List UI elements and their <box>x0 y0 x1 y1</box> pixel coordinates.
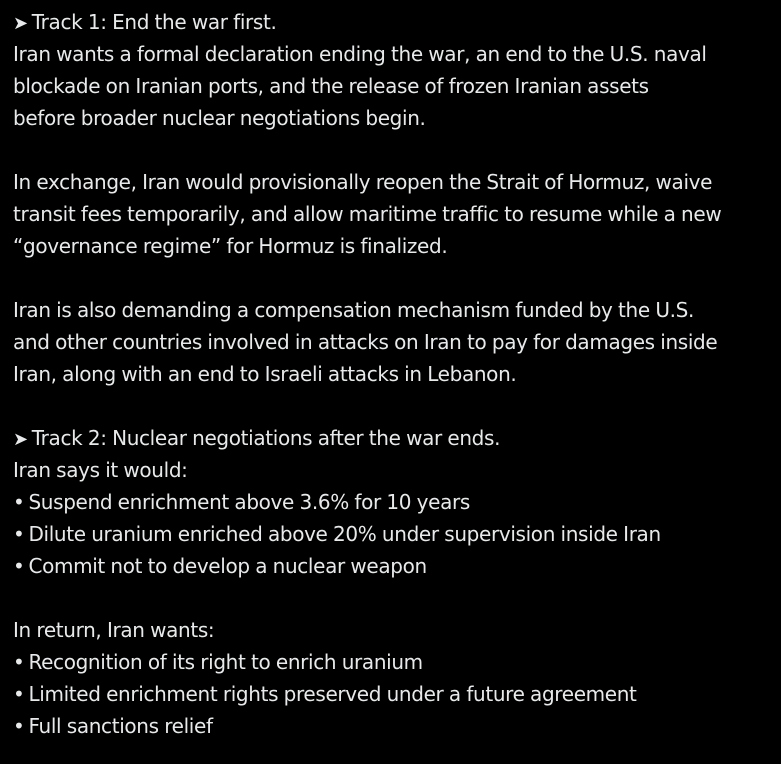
commitment-text: Suspend enrichment above 3.6% for 10 years <box>28 490 470 514</box>
track1-para3-line: Iran, along with an end to Israeli attacks in Lebanon. <box>13 362 517 386</box>
arrow-right-icon: ➤ <box>13 13 28 34</box>
commitment-text: Dilute uranium enriched above 20% under supervision inside Iran <box>28 522 661 546</box>
commitment-text: Commit not to develop a nuclear weapon <box>28 554 427 578</box>
list-item <box>13 710 777 742</box>
demand-text: Limited enrichment rights preserved under a future agreement <box>28 682 637 706</box>
track1-para1-line: blockade on Iranian ports, and the release of frozen Iranian assets <box>13 74 649 98</box>
list-item <box>13 518 777 550</box>
track1-heading <box>13 6 777 38</box>
post-text <box>13 6 777 742</box>
paragraph-gap <box>13 390 777 422</box>
track1-para3-line: Iran is also demanding a compensation mechanism funded by the U.S. <box>13 298 694 322</box>
bullet-icon: • <box>13 682 25 706</box>
return-intro: In return, Iran wants: <box>13 618 215 642</box>
track2-heading <box>13 422 777 454</box>
paragraph-gap <box>13 582 777 614</box>
paragraph-gap <box>13 262 777 294</box>
bullet-icon: • <box>13 554 25 578</box>
bullet-icon: • <box>13 522 25 546</box>
list-item <box>13 678 777 710</box>
list-item <box>13 486 777 518</box>
track1-heading-text: Track 1: End the war first. <box>31 10 277 34</box>
track1-para1-line: before broader nuclear negotiations begin. <box>13 106 426 130</box>
list-item <box>13 646 777 678</box>
bullet-icon: • <box>13 650 25 674</box>
track1-para3-line: and other countries involved in attacks on Iran to pay for damages inside <box>13 330 718 354</box>
track2-heading-text: Track 2: Nuclear negotiations after the war ends. <box>31 426 501 450</box>
track1-para2-line: In exchange, Iran would provisionally reopen the Strait of Hormuz, waive <box>13 170 713 194</box>
demand-text: Full sanctions relief <box>28 714 213 738</box>
paragraph-gap <box>13 134 777 166</box>
track1-para2-line: transit fees temporarily, and allow maritime traffic to resume while a new <box>13 202 722 226</box>
bullet-icon: • <box>13 714 25 738</box>
track1-para2-line: “governance regime” for Hormuz is finalized. <box>13 234 448 258</box>
track2-intro: Iran says it would: <box>13 458 188 482</box>
list-item <box>13 550 777 582</box>
bullet-icon: • <box>13 490 25 514</box>
arrow-right-icon: ➤ <box>13 429 28 450</box>
demand-text: Recognition of its right to enrich uranium <box>28 650 423 674</box>
track1-para1-line: Iran wants a formal declaration ending the war, an end to the U.S. naval <box>13 42 707 66</box>
